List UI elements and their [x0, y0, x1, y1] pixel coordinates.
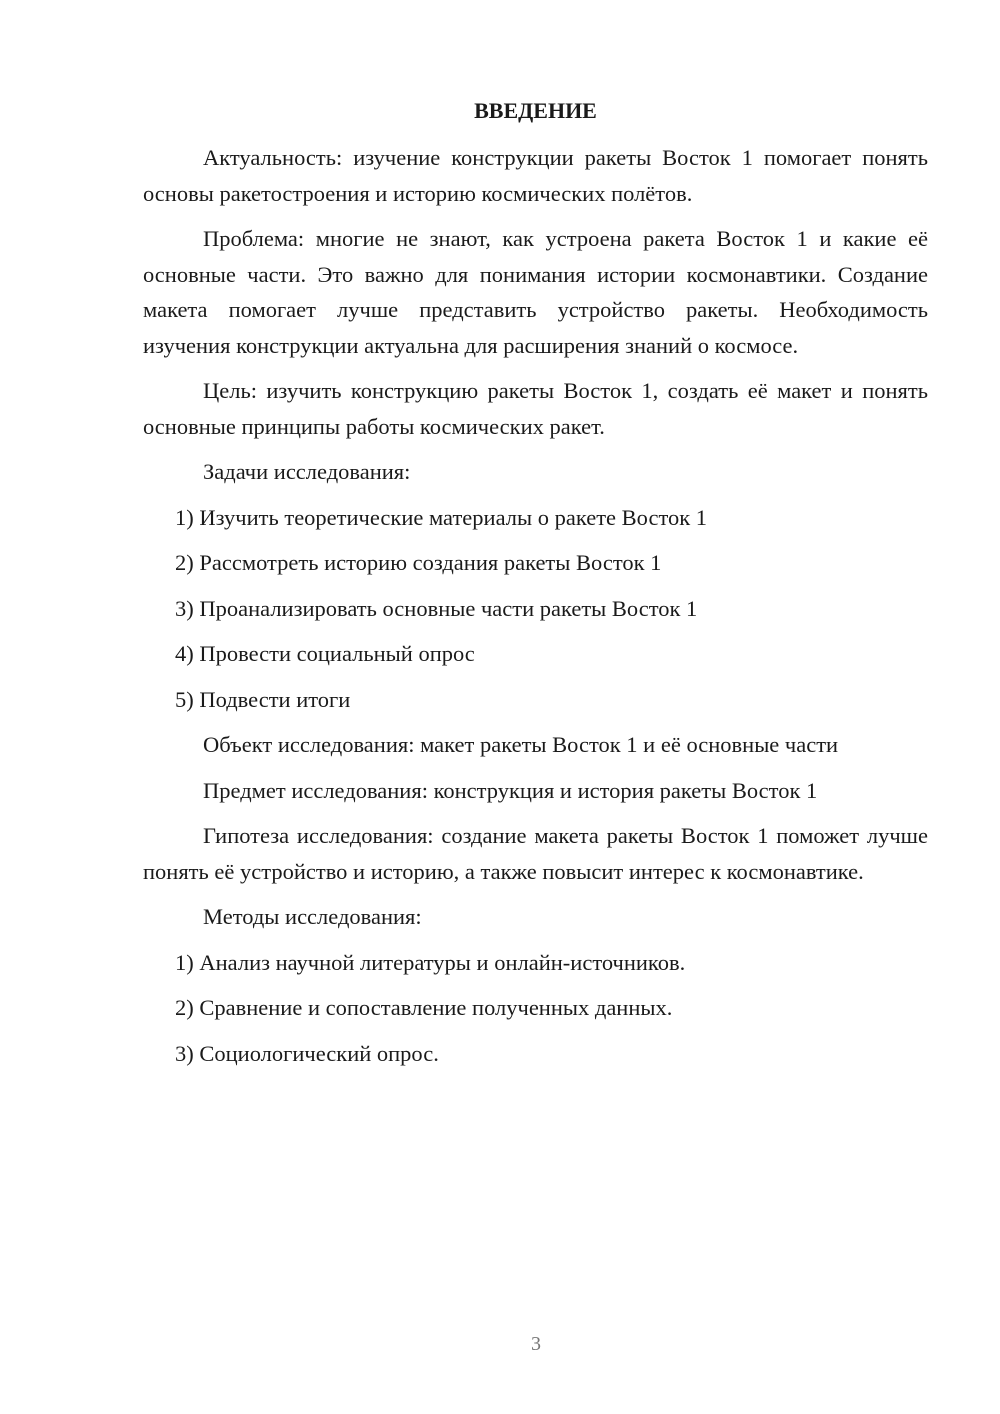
list-item: 4) Провести социальный опрос — [175, 641, 475, 666]
list-item: 3) Социологический опрос. — [175, 1040, 439, 1066]
document-page — [143, 96, 928, 1081]
list-item: 3) Проанализировать основные части ракеты Восток 1 — [175, 595, 698, 621]
tasks-title: Задачи исследования: — [203, 459, 411, 484]
methods-list — [143, 945, 928, 1072]
problem-paragraph: Проблема: многие не знают, как устроена ракета Восток 1 и какие её основные части. Это важно для понимания истории космонавтики. Создание макета помогает лучше представить устройство ракеты. Необходимость изучения конструкции актуальна для расширения знаний о космосе. — [143, 226, 928, 358]
list-item: 2) Рассмотреть историю создания ракеты Восток 1 — [175, 550, 662, 575]
list-item: 1) Анализ научной литературы и онлайн-источников. — [175, 949, 686, 975]
relevance-paragraph: Актуальность: изучение конструкции ракеты Восток 1 помогает понять основы ракетостроения и историю космических полётов. — [143, 145, 928, 206]
section-heading: ВВЕДЕНИЕ — [474, 98, 597, 123]
methods-title: Методы исследования: — [203, 904, 422, 929]
object-line: Объект исследования: макет ракеты Восток 1 и её основные части — [203, 732, 839, 757]
list-item: 1) Изучить теоретические материалы о ракете Восток 1 — [175, 504, 708, 530]
subject-line: Предмет исследования: конструкция и история ракеты Восток 1 — [203, 777, 818, 803]
list-item: 2) Сравнение и сопоставление полученных данных. — [175, 995, 673, 1020]
hypothesis-paragraph: Гипотеза исследования: создание макета ракеты Восток 1 поможет лучше понять её устройство и историю, а также повысит интерес к космонавтике. — [143, 823, 928, 884]
tasks-list — [143, 500, 928, 718]
page-number: 3 — [531, 1333, 541, 1355]
goal-paragraph: Цель: изучить конструкцию ракеты Восток 1, создать её макет и понять основные принципы работы космических ракет. — [143, 378, 928, 439]
list-item: 5) Подвести итоги — [175, 686, 351, 712]
